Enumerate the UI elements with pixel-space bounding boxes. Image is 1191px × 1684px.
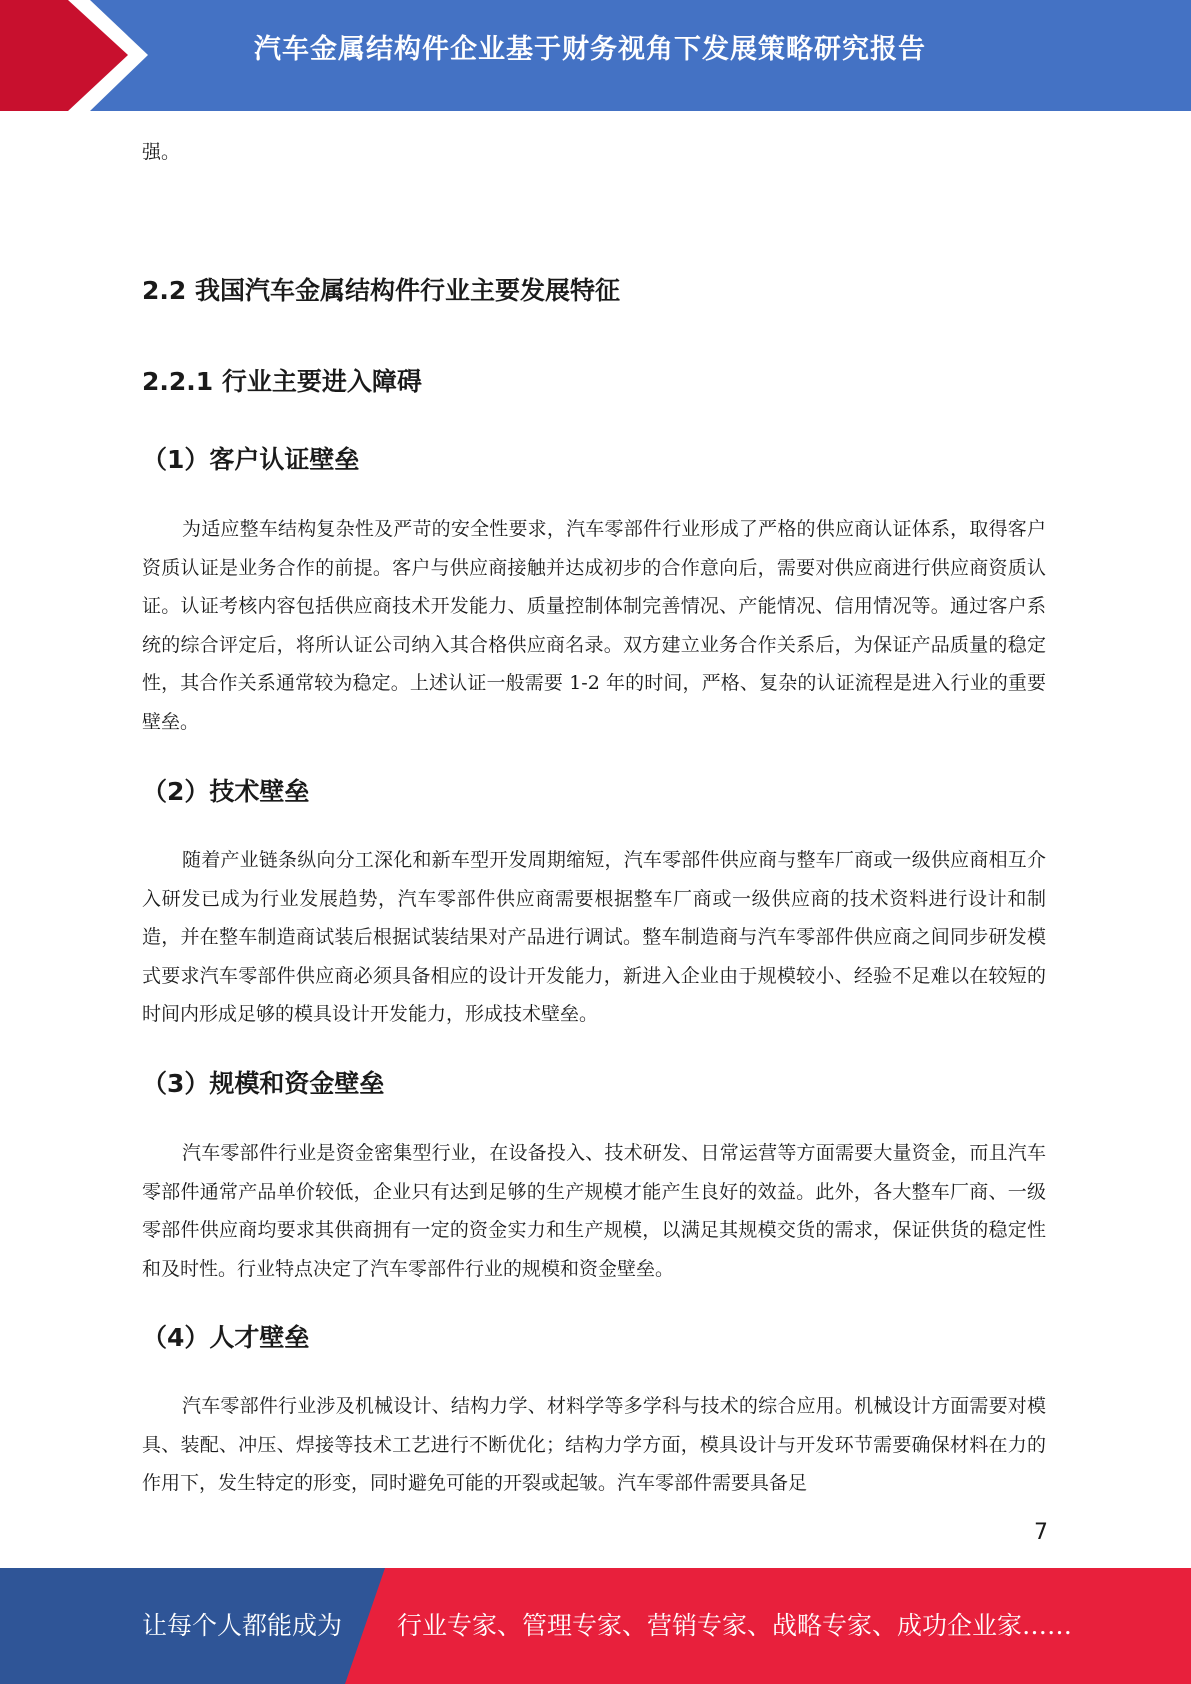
barrier-text-talent: 汽车零部件行业涉及机械设计、结构力学、材料学等多学科与技术的综合应用。机械设计方面需要对模具、装配、冲压、焊接等技术工艺进行不断优化；结构力学方面，模具设计与开发环节需要确保材料在力的作用下，发生特定的形变，同时避免可能的开裂或起皱。汽车零部件需要具备足: [142, 1395, 1046, 1494]
footer-slogan-right: 行业专家、管理专家、营销专家、战略专家、成功企业家……: [397, 1611, 1073, 1640]
page-header: [0, 0, 1191, 111]
barrier-heading-scale-capital: （3）规模和资金壁垒: [142, 1069, 385, 1098]
barrier-heading-technology: （2）技术壁垒: [142, 777, 310, 806]
barrier-heading-talent: （4）人才壁垒: [142, 1323, 310, 1352]
barrier-text-scale-capital: 汽车零部件行业是资金密集型行业，在设备投入、技术研发、日常运营等方面需要大量资金，而且汽车零部件通常产品单价较低，企业只有达到足够的生产规模才能产生良好的效益。此外，各大整车厂商、一级零部件供应商均要求其供商拥有一定的资金实力和生产规模，以满足其规模交货的需求，保证供货的稳定性和及时性。行业特点决定了汽车零部件行业的规模和资金壁垒。: [142, 1142, 1046, 1280]
report-title: 汽车金属结构件企业基于财务视角下发展策略研究报告: [254, 34, 926, 65]
lead-text: 强。: [142, 141, 181, 163]
barrier-text-customer: 为适应整车结构复杂性及严苛的安全性要求，汽车零部件行业形成了严格的供应商认证体系，取得客户资质认证是业务合作的前提。客户与供应商接触并达成初步的合作意向后，需要对供应商进行供应商资质认证。认证考核内容包括供应商技术开发能力、质量控制体制完善情况、产能情况、信用情况等。通过客户系统的综合评定后，将所认证公司纳入其合格供应商名录。双方建立业务合作关系后，为保证产品质量的稳定性，其合作关系通常较为稳定。上述认证一般需要 1-2 年的时间，严格、复杂的认证流程是进入行业的重要壁垒。: [142, 518, 1046, 733]
barrier-text-technology: 随着产业链条纵向分工深化和新车型开发周期缩短，汽车零部件供应商与整车厂商或一级供应商相互介入研发已成为行业发展趋势，汽车零部件供应商需要根据整车厂商或一级供应商的技术资料进行设计和制造，并在整车制造商试装后根据试装结果对产品进行调试。整车制造商与汽车零部件供应商之间同步研发模式要求汽车零部件供应商必须具备相应的设计开发能力，新进入企业由于规模较小、经验不足难以在较短的时间内形成足够的模具设计开发能力，形成技术壁垒。: [142, 849, 1046, 1025]
footer-slogan-left: 让每个人都能成为: [142, 1611, 343, 1640]
page-footer: [0, 1568, 1191, 1684]
section-heading: 2.2 我国汽车金属结构件行业主要发展特征: [142, 276, 620, 305]
subsection-heading: 2.2.1 行业主要进入障碍: [142, 367, 422, 396]
barrier-heading-customer: （1）客户认证壁垒: [142, 445, 360, 474]
page-number: 7: [1034, 1520, 1048, 1545]
